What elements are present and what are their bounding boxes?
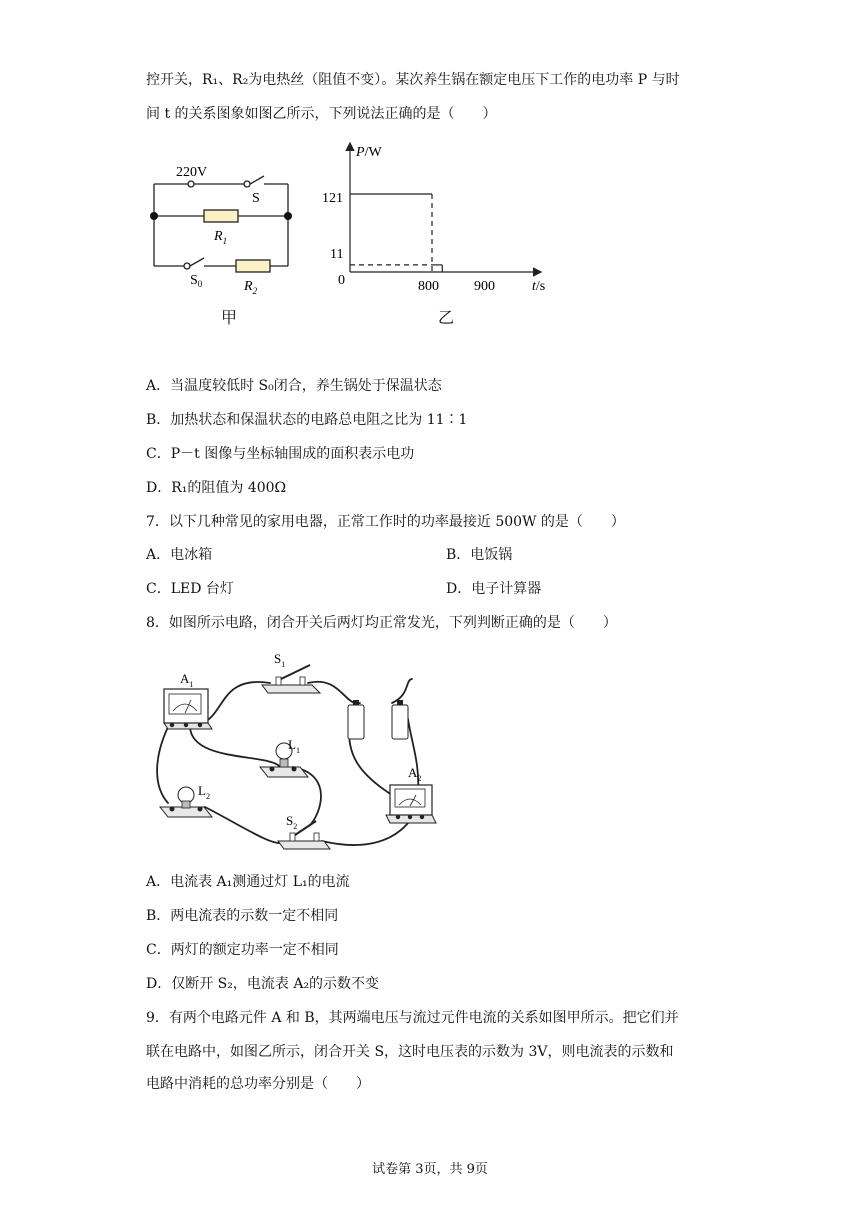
y-tick-121: 121 (322, 191, 343, 206)
ammeter-a1 (164, 689, 212, 729)
q6-option-d: D．R₁的阻值为 400Ω (146, 480, 287, 496)
q7-option-a: A．电冰箱 (146, 547, 213, 563)
q9-stem-line3: 电路中消耗的总功率分别是（ ） (146, 1076, 370, 1092)
figure-jia-caption: 甲 (221, 308, 238, 327)
ammeter-a2 (386, 785, 436, 823)
voltage-label: 220V (176, 165, 208, 180)
figure-yi-caption: 乙 (438, 308, 455, 327)
lamp-l1 (260, 743, 308, 777)
switch-s1 (262, 665, 320, 693)
l1-label: $L_1$ (288, 737, 300, 755)
q6-option-c: C．P－t 图像与坐标轴围成的面积表示电功 (146, 446, 415, 462)
q6-stem-line2: 间 t 的关系图象如图乙所示，下列说法正确的是（ ） (146, 106, 497, 122)
s2-label: $S_2$ (286, 813, 298, 831)
y-tick-11: 11 (330, 247, 344, 262)
q7-option-b: B．电饭锅 (446, 547, 513, 563)
q7-stem: 7．以下几种常见的家用电器，正常工作时的功率最接近 500W 的是（ ） (146, 514, 625, 530)
origin-label: 0 (338, 273, 345, 288)
s1-label: $S_1$ (274, 651, 286, 669)
x-tick-800: 800 (418, 279, 439, 294)
x-tick-900: 900 (474, 279, 495, 294)
x-axis-label: t/s (532, 279, 546, 294)
battery-pair (348, 700, 408, 739)
switch-s-label: S (252, 191, 260, 206)
q6-option-a: A．当温度较低时 S₀闭合，养生锅处于保温状态 (146, 378, 442, 394)
q7-option-c: C．LED 台灯 (146, 581, 234, 597)
q6-option-b: B．加热状态和保温状态的电路总电阻之比为 11∶1 (146, 412, 468, 428)
q6-stem-line1: 控开关，R₁、R₂为电热丝（阻值不变）。某次养生锅在额定电压下工作的电功率 P 与时 (146, 72, 680, 88)
q9-stem-line2: 联在电路中，如图乙所示，闭合开关 S，这时电压表的示数为 3V，则电流表的示数和 (146, 1044, 674, 1060)
y-axis-label: P/W (356, 145, 382, 160)
q8-stem: 8．如图所示电路，闭合开关后两灯均正常发光，下列判断正确的是（ ） (146, 615, 617, 631)
r2-label: $R_2$ (244, 279, 258, 296)
q8-option-d: D．仅断开 S₂，电流表 A₂的示数不变 (146, 976, 380, 992)
l2-label: $L_2$ (198, 783, 210, 801)
page-footer: 试卷第 3页，共 9页 (372, 1162, 488, 1177)
power-time-chart (318, 140, 558, 300)
q8-physical-circuit (150, 645, 450, 860)
q7-option-d: D．电子计算器 (446, 581, 542, 597)
a1-label: $A_1$ (180, 671, 194, 689)
q9-stem-line1: 9．有两个电路元件 A 和 B，其两端电压与流过元件电流的关系如图甲所示。把它们并 (146, 1010, 679, 1026)
q6-circuit-diagram (140, 150, 310, 300)
s0-label: $S_0$ (190, 273, 203, 289)
q8-option-b: B．两电流表的示数一定不相同 (146, 908, 339, 924)
a2-label: $A_2$ (408, 765, 422, 783)
r1-label: $R_1$ (214, 229, 228, 246)
q8-option-a: A．电流表 A₁测通过灯 L₁的电流 (146, 874, 350, 890)
q8-option-c: C．两灯的额定功率一定不相同 (146, 942, 339, 958)
